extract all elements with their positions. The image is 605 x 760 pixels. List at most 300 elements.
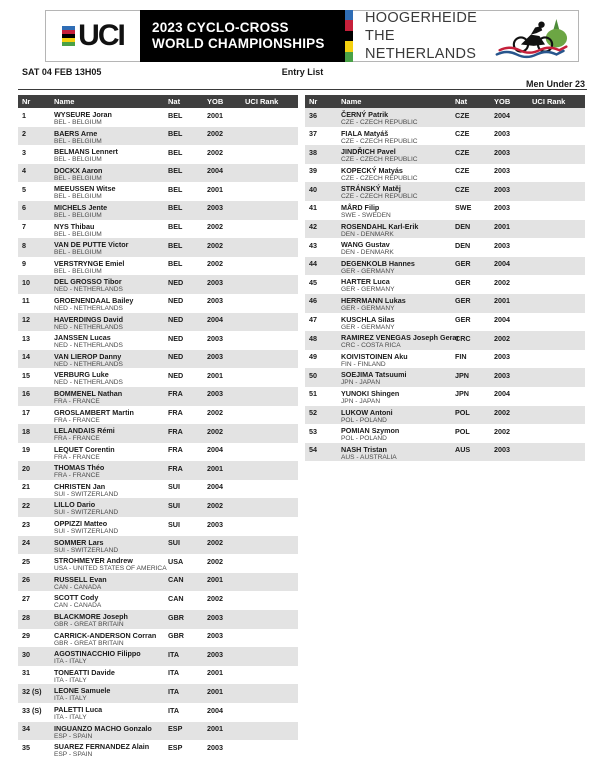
table-row — [18, 257, 298, 276]
rider-nation: CAN — [168, 575, 184, 585]
rider-yob: 2001 — [207, 463, 223, 473]
rider-country: AUS - AUSTRALIA — [341, 453, 397, 461]
rider-nation: BEL — [168, 147, 183, 157]
rider-uci-rank — [532, 294, 585, 313]
rider-name-cell — [54, 684, 168, 703]
rider-country: GER - GERMANY — [341, 323, 395, 331]
rider-number: 14 — [22, 352, 30, 362]
table-row — [305, 424, 585, 443]
rider-country: CZE - CZECH REPUBLIC — [341, 174, 418, 182]
rider-nation: FRA — [168, 408, 183, 417]
rider-name: BELMANS Lennert — [54, 147, 118, 157]
rider-yob: 2002 — [207, 240, 223, 250]
rider-name-cell — [341, 145, 455, 164]
host-location-text — [365, 9, 494, 63]
rider-name-cell — [54, 443, 168, 462]
rider-uci-rank — [245, 331, 298, 350]
rider-yob: 2002 — [207, 408, 223, 417]
rider-name-cell — [54, 238, 168, 257]
rider-country: GER - GERMANY — [341, 267, 395, 275]
rider-uci-rank — [532, 127, 585, 146]
rider-uci-rank — [245, 127, 298, 146]
rider-yob: 2003 — [207, 333, 223, 343]
rider-number: 47 — [309, 315, 317, 325]
rider-country: FRA - FRANCE — [54, 453, 100, 461]
host-country: THE NETHERLANDS — [365, 27, 477, 63]
rider-name-cell — [54, 480, 168, 499]
rider-number: 13 — [22, 333, 30, 343]
rider-uci-rank — [532, 443, 585, 462]
rider-nation: CZE — [455, 184, 470, 194]
rider-number: 46 — [309, 296, 317, 306]
rider-country: DEN - DENMARK — [341, 230, 394, 238]
table-row — [305, 127, 585, 146]
rider-nation: BEL — [168, 240, 183, 250]
rider-nation: ESP — [168, 742, 183, 752]
rider-yob: 2002 — [207, 500, 223, 510]
rainbow-divider-icon — [345, 10, 353, 62]
rider-country: SUI - SWITZERLAND — [54, 509, 119, 517]
rider-number: 30 — [22, 649, 30, 659]
rider-yob: 2003 — [207, 612, 223, 622]
rider-number: 23 — [22, 519, 30, 529]
rider-nation: NED — [168, 333, 184, 343]
rider-number: 11 — [22, 296, 30, 306]
rider-uci-rank — [245, 684, 298, 703]
rider-yob: 2001 — [494, 222, 510, 232]
rider-uci-rank — [532, 201, 585, 220]
column-header-nr: Nr — [309, 97, 318, 106]
rider-country: NED - NETHERLANDS — [54, 360, 123, 368]
column-header-uci-rank: UCI Rank — [532, 97, 566, 106]
rider-name-cell — [341, 368, 455, 387]
table-row — [305, 350, 585, 369]
rider-number: 21 — [22, 482, 30, 492]
rider-name: JANSSEN Lucas — [54, 333, 111, 343]
rider-nation: CZE — [455, 129, 470, 139]
rider-name-cell — [54, 145, 168, 164]
table-row — [305, 406, 585, 425]
rider-country: GBR - GREAT BRITAIN — [54, 639, 124, 647]
table-row — [18, 480, 298, 499]
rider-name-cell — [341, 331, 460, 350]
rider-name-cell — [54, 647, 168, 666]
rider-name: CARRICK-ANDERSON Corran — [54, 630, 157, 640]
rider-uci-rank — [245, 461, 298, 480]
table-row — [18, 554, 298, 573]
rider-yob: 2001 — [207, 575, 223, 585]
table-row — [18, 164, 298, 183]
table-row — [18, 108, 298, 127]
rider-uci-rank — [245, 313, 298, 332]
rider-nation: NED — [168, 315, 184, 325]
rider-country: NED - NETHERLANDS — [54, 304, 123, 312]
rider-yob: 2004 — [207, 705, 223, 715]
rider-country: CZE - CZECH REPUBLIC — [341, 193, 418, 201]
rider-country: BEL - BELGIUM — [54, 230, 102, 238]
rider-uci-rank — [532, 108, 585, 127]
table-row — [18, 722, 298, 741]
rider-name-cell — [54, 554, 168, 573]
rider-nation: FRA — [168, 445, 183, 455]
rider-uci-rank — [245, 666, 298, 685]
rider-country: GER - GERMANY — [341, 304, 395, 312]
rider-uci-rank — [245, 350, 298, 369]
table-row — [18, 666, 298, 685]
rider-country: ITA - ITALY — [54, 714, 87, 721]
rider-name-cell — [54, 424, 168, 443]
rider-name-cell — [341, 294, 455, 313]
table-row — [18, 182, 298, 201]
rider-yob: 2001 — [207, 184, 223, 194]
rider-uci-rank — [245, 647, 298, 666]
table-row — [18, 684, 298, 703]
table-row — [305, 238, 585, 257]
table-row — [18, 313, 298, 332]
rider-nation: SWE — [455, 203, 472, 213]
rider-yob: 2004 — [207, 482, 223, 492]
rider-name: RAMIREZ VENEGAS Joseph Gerar — [341, 333, 460, 343]
rider-nation: GER — [455, 277, 471, 287]
rider-name-cell — [54, 201, 168, 220]
rider-number: 16 — [22, 389, 30, 399]
rider-name-cell — [54, 387, 168, 406]
rider-nation: SUI — [168, 519, 180, 529]
rider-number: 43 — [309, 240, 317, 250]
rider-nation: BEL — [168, 259, 183, 269]
rider-nation: GER — [455, 259, 471, 269]
rider-name: DEL GROSSO Tibor — [54, 277, 122, 287]
rider-country: BEL - BELGIUM — [54, 174, 102, 182]
rider-number: 5 — [22, 184, 26, 194]
rider-nation: CRC — [455, 333, 471, 343]
rider-name: JINDŘICH Pavel — [341, 147, 396, 157]
uci-rainbow-stripes-icon — [62, 26, 75, 47]
rider-yob: 2002 — [494, 426, 510, 436]
rider-country: CZE - CZECH REPUBLIC — [341, 156, 418, 164]
rider-name-cell — [54, 257, 168, 276]
table-row — [18, 443, 298, 462]
uci-logo — [45, 10, 140, 62]
rider-nation: NED — [168, 370, 184, 380]
rider-nation: JPN — [455, 389, 469, 399]
rider-name-cell — [341, 127, 455, 146]
table-row — [305, 387, 585, 406]
host-location — [353, 10, 579, 62]
rider-name: THOMAS Théo — [54, 463, 105, 473]
rider-number: 50 — [309, 370, 317, 380]
rider-nation: GBR — [168, 612, 184, 622]
rider-number: 27 — [22, 593, 30, 603]
rider-yob: 2002 — [207, 222, 223, 232]
rider-yob: 2001 — [207, 686, 223, 696]
rider-name: LEONE Samuele — [54, 686, 111, 696]
rider-nation: BEL — [168, 110, 183, 120]
rider-yob: 2001 — [207, 668, 223, 678]
rider-name: LUKOW Antoni — [341, 407, 393, 417]
table-row — [18, 368, 298, 387]
rider-number: 4 — [22, 166, 26, 176]
rider-uci-rank — [245, 108, 298, 127]
table-row — [305, 294, 585, 313]
rider-country: USA - UNITED STATES OF AMERICA — [54, 565, 167, 573]
entry-table-left — [18, 95, 298, 759]
rider-nation: NED — [168, 296, 184, 306]
rider-nation: ITA — [168, 686, 180, 696]
rider-name: OPPIZZI Matteo — [54, 519, 108, 529]
table-row — [305, 443, 585, 462]
rider-number: 15 — [22, 370, 30, 380]
rider-name-cell — [341, 443, 455, 462]
rider-name: STROHMEYER Andrew — [54, 556, 133, 566]
table-row — [305, 182, 585, 201]
rider-uci-rank — [245, 368, 298, 387]
rider-name: KUSCHLA Silas — [341, 314, 395, 324]
rider-name: NYS Thibau — [54, 221, 95, 231]
table-row — [18, 647, 298, 666]
rider-number: 32 (S) — [22, 686, 42, 696]
table-row — [305, 313, 585, 332]
rider-uci-rank — [245, 257, 298, 276]
rider-yob: 2003 — [494, 203, 510, 213]
rider-country: POL - POLAND — [341, 416, 387, 424]
rider-country: BEL - BELGIUM — [54, 156, 102, 164]
entry-table-left-body — [18, 108, 298, 759]
table-row — [18, 350, 298, 369]
rider-yob: 2004 — [494, 110, 510, 120]
rider-name: GROENENDAAL Bailey — [54, 295, 134, 305]
rider-country: FIN - FINLAND — [341, 360, 386, 368]
rider-name-cell — [54, 127, 168, 146]
rider-country: NED - NETHERLANDS — [54, 286, 123, 294]
rider-nation: JPN — [455, 370, 469, 380]
table-row — [18, 461, 298, 480]
rider-yob: 2003 — [207, 296, 223, 306]
rider-name: HERRMANN Lukas — [341, 295, 406, 305]
rider-number: 39 — [309, 166, 317, 176]
rider-number: 53 — [309, 426, 317, 436]
rider-name: WANG Gustav — [341, 240, 390, 250]
rider-number: 24 — [22, 538, 30, 548]
rider-name-cell — [54, 629, 168, 648]
rider-number: 17 — [22, 408, 30, 417]
hoogerheide-cyclist-logo-icon — [494, 13, 572, 59]
rider-name: LILLO Dario — [54, 500, 96, 510]
rider-country: BEL - BELGIUM — [54, 249, 102, 257]
rider-uci-rank — [245, 703, 298, 722]
rider-uci-rank — [245, 498, 298, 517]
event-datetime: SAT 04 FEB 13H05 — [22, 67, 102, 77]
rider-name-cell — [54, 294, 168, 313]
table-row — [305, 331, 585, 350]
rider-yob: 2003 — [207, 631, 223, 641]
rider-number: 49 — [309, 352, 317, 362]
rider-number: 20 — [22, 463, 30, 473]
rider-uci-rank — [532, 424, 585, 443]
rider-uci-rank — [245, 387, 298, 406]
rider-number: 1 — [22, 110, 26, 120]
rider-number: 12 — [22, 315, 30, 325]
rider-country: NED - NETHERLANDS — [54, 323, 123, 331]
rider-country: GER - GERMANY — [341, 286, 395, 294]
table-row — [305, 145, 585, 164]
column-header-nat: Nat — [455, 97, 468, 106]
rider-yob: 2004 — [207, 315, 223, 325]
rider-yob: 2003 — [494, 352, 510, 362]
column-header-nr: Nr — [22, 97, 31, 106]
header-divider — [18, 89, 587, 90]
rider-number: 44 — [309, 259, 317, 269]
rider-name-cell — [341, 108, 455, 127]
table-row — [18, 238, 298, 257]
rider-nation: BEL — [168, 129, 183, 139]
table-row — [305, 368, 585, 387]
rider-name: SOMMER Lars — [54, 537, 104, 547]
rider-name: DOCKX Aaron — [54, 165, 103, 175]
rider-country: SUI - SWITZERLAND — [54, 490, 119, 498]
rider-uci-rank — [245, 554, 298, 573]
rider-uci-rank — [245, 424, 298, 443]
rider-name: ROSENDAHL Karl-Erik — [341, 221, 419, 231]
rider-uci-rank — [532, 350, 585, 369]
table-row — [18, 201, 298, 220]
rider-name: HARTER Luca — [341, 277, 390, 287]
rider-nation: ESP — [168, 724, 183, 734]
rider-nation: POL — [455, 408, 470, 417]
rider-country: JPN - JAPAN — [341, 379, 381, 387]
rider-country: BEL - BELGIUM — [54, 119, 102, 126]
rider-country: BEL - BELGIUM — [54, 137, 102, 145]
rider-yob: 2002 — [207, 129, 223, 139]
rider-yob: 2003 — [207, 649, 223, 659]
rider-uci-rank — [532, 387, 585, 406]
rider-number: 7 — [22, 222, 26, 232]
rider-number: 52 — [309, 408, 317, 417]
rider-uci-rank — [245, 406, 298, 425]
rider-name-cell — [341, 257, 455, 276]
rider-name: BOMMENEL Nathan — [54, 388, 123, 398]
rider-uci-rank — [532, 220, 585, 239]
rider-name-cell — [54, 498, 168, 517]
rider-uci-rank — [245, 740, 298, 759]
rider-name-cell — [54, 461, 168, 480]
rider-nation: USA — [168, 556, 184, 566]
race-category: Men Under 23 — [525, 79, 585, 89]
rider-nation: CZE — [455, 166, 470, 176]
rider-number: 40 — [309, 184, 317, 194]
rider-uci-rank — [532, 313, 585, 332]
rider-uci-rank — [532, 145, 585, 164]
rider-number: 3 — [22, 147, 26, 157]
rider-name: KOIVISTOINEN Aku — [341, 351, 408, 361]
rider-number: 48 — [309, 333, 317, 343]
rider-name-cell — [54, 220, 168, 239]
rider-nation: GER — [455, 296, 471, 306]
rider-name-cell — [54, 666, 168, 685]
event-title-line1: 2023 CYCLO-CROSS — [152, 19, 289, 35]
rider-country: CAN - CANADA — [54, 583, 102, 591]
rider-yob: 2003 — [494, 129, 510, 139]
rider-number: 28 — [22, 612, 30, 622]
column-header-uci-rank: UCI Rank — [245, 97, 279, 106]
rider-nation: NED — [168, 277, 184, 287]
rider-country: ITA - ITALY — [54, 676, 87, 684]
event-title-line2: WORLD CHAMPIONSHIPS — [152, 36, 325, 51]
rider-yob: 2001 — [494, 296, 510, 306]
rider-country: CRC - COSTA RICA — [341, 342, 401, 350]
rider-number: 26 — [22, 575, 30, 585]
uci-logo-text: UCI — [78, 19, 124, 52]
rider-number: 45 — [309, 277, 317, 287]
rider-name: BLACKMORE Joseph — [54, 612, 128, 622]
table-header — [305, 95, 585, 108]
rider-yob: 2002 — [494, 333, 510, 343]
rider-name-cell — [54, 275, 168, 294]
rider-name: AGOSTINACCHIO Filippo — [54, 649, 141, 659]
table-row — [18, 573, 298, 592]
rider-name-cell — [341, 387, 455, 406]
rider-number: 34 — [22, 724, 30, 734]
table-row — [18, 406, 298, 425]
rider-nation: DEN — [455, 240, 471, 250]
entry-table-right — [305, 95, 585, 461]
table-row — [18, 424, 298, 443]
rider-uci-rank — [245, 610, 298, 629]
rider-name: SOEJIMA Tatsuumi — [341, 370, 407, 380]
rider-yob: 2002 — [494, 277, 510, 287]
rider-yob: 2002 — [207, 593, 223, 603]
table-header — [18, 95, 298, 108]
rider-name: LELANDAIS Rémi — [54, 426, 115, 436]
rider-yob: 2003 — [494, 166, 510, 176]
rider-nation: SUI — [168, 482, 180, 492]
rider-uci-rank — [532, 182, 585, 201]
rider-uci-rank — [245, 164, 298, 183]
rider-name-cell — [54, 108, 168, 127]
rider-nation: FRA — [168, 426, 183, 436]
table-row — [18, 331, 298, 350]
rider-uci-rank — [532, 331, 585, 350]
rider-country: FRA - FRANCE — [54, 435, 100, 443]
rider-name-cell — [341, 275, 455, 294]
rider-name-cell — [341, 350, 455, 369]
rider-yob: 2004 — [494, 389, 510, 399]
rider-number: 37 — [309, 129, 317, 139]
event-title — [140, 10, 345, 62]
rider-nation: ITA — [168, 649, 180, 659]
rider-country: GBR - GREAT BRITAIN — [54, 621, 124, 629]
rider-name-cell — [341, 238, 455, 257]
rider-nation: BEL — [168, 166, 183, 176]
rider-name: WYSEURE Joran — [54, 110, 112, 119]
table-row — [18, 220, 298, 239]
rider-name: INGUANZO MACHO Gonzalo — [54, 723, 152, 733]
rider-yob: 2003 — [494, 445, 510, 455]
rider-yob: 2004 — [207, 166, 223, 176]
rider-yob: 2002 — [207, 147, 223, 157]
rider-country: ESP - SPAIN — [54, 751, 93, 759]
rider-country: DEN - DENMARK — [341, 249, 394, 257]
rider-name: VAN DE PUTTE Victor — [54, 240, 129, 250]
rider-yob: 2002 — [207, 556, 223, 566]
rider-yob: 2001 — [207, 110, 223, 120]
table-row — [18, 703, 298, 722]
rider-name-cell — [54, 182, 168, 201]
table-row — [18, 629, 298, 648]
rider-uci-rank — [245, 480, 298, 499]
rider-uci-rank — [245, 536, 298, 555]
rider-number: 36 — [309, 110, 317, 120]
